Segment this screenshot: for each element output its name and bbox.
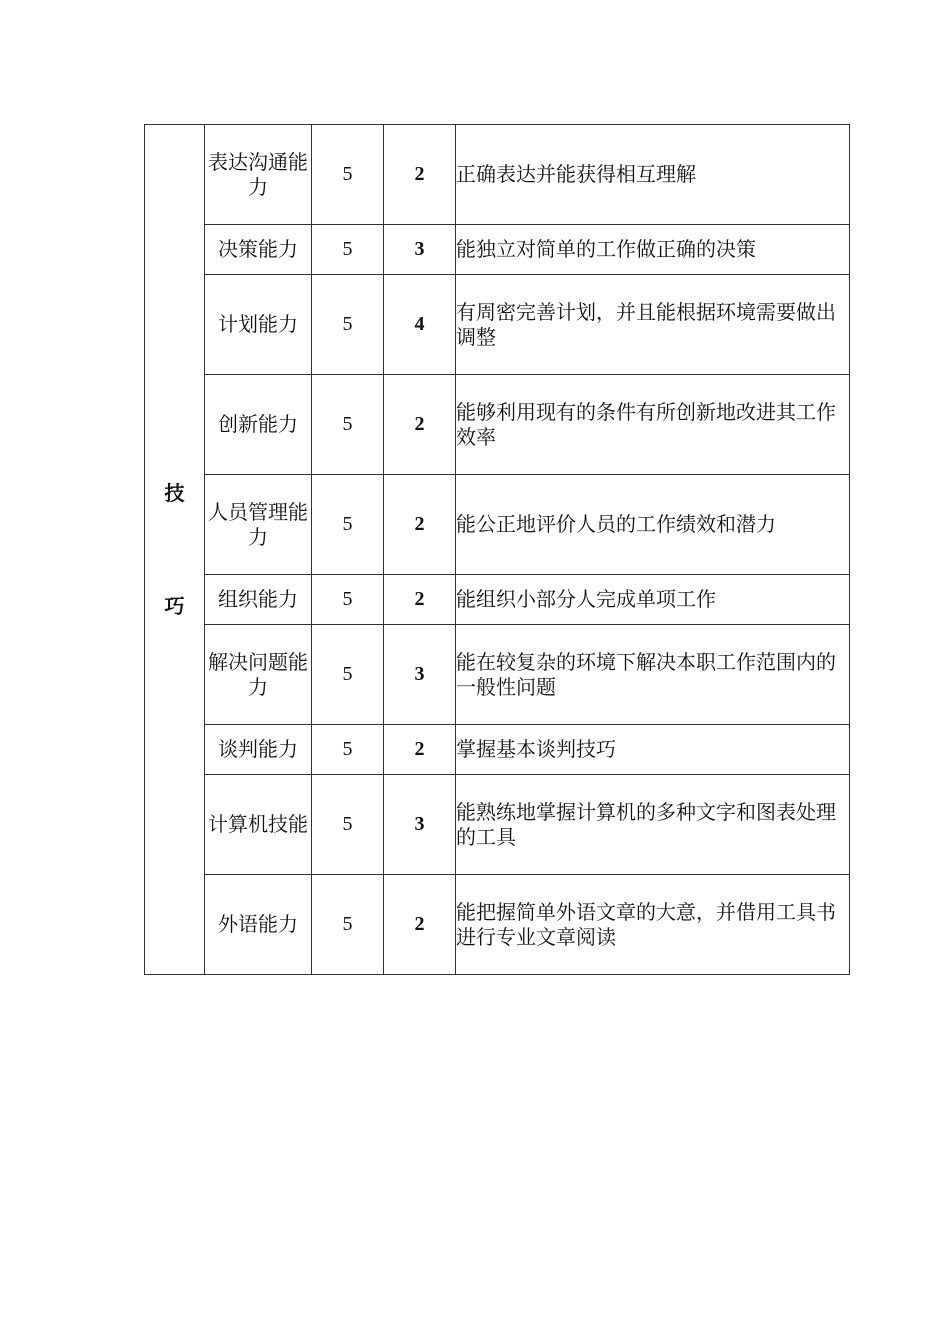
table-row bbox=[145, 125, 850, 225]
skill-name: 创新能力 bbox=[205, 375, 312, 475]
actual-score: 3 bbox=[384, 775, 456, 875]
table-row bbox=[145, 475, 850, 575]
actual-score: 2 bbox=[384, 375, 456, 475]
skill-name: 人员管理能力 bbox=[205, 475, 312, 575]
skill-description: 正确表达并能获得相互理解 bbox=[456, 125, 850, 225]
full-score: 5 bbox=[312, 225, 384, 275]
skill-name: 谈判能力 bbox=[205, 725, 312, 775]
skill-description: 能把握简单外语文章的大意，并借用工具书进行专业文章阅读 bbox=[456, 875, 850, 975]
actual-score: 2 bbox=[384, 475, 456, 575]
skill-name: 计划能力 bbox=[205, 275, 312, 375]
skill-description: 能公正地评价人员的工作绩效和潜力 bbox=[456, 475, 850, 575]
full-score: 5 bbox=[312, 125, 384, 225]
category-cell bbox=[145, 125, 205, 975]
actual-score: 2 bbox=[384, 725, 456, 775]
skill-name: 外语能力 bbox=[205, 875, 312, 975]
table-row bbox=[145, 225, 850, 275]
full-score: 5 bbox=[312, 725, 384, 775]
skill-name: 表达沟通能力 bbox=[205, 125, 312, 225]
actual-score: 2 bbox=[384, 125, 456, 225]
category-char-2: 巧 bbox=[164, 593, 185, 618]
table-row bbox=[145, 375, 850, 475]
skill-description: 掌握基本谈判技巧 bbox=[456, 725, 850, 775]
table-row bbox=[145, 575, 850, 625]
skill-description: 能组织小部分人完成单项工作 bbox=[456, 575, 850, 625]
full-score: 5 bbox=[312, 375, 384, 475]
skill-description: 有周密完善计划，并且能根据环境需要做出调整 bbox=[456, 275, 850, 375]
category-char-1: 技 bbox=[164, 480, 185, 505]
skill-name: 组织能力 bbox=[205, 575, 312, 625]
skill-name: 计算机技能 bbox=[205, 775, 312, 875]
table-row bbox=[145, 775, 850, 875]
table-row bbox=[145, 875, 850, 975]
full-score: 5 bbox=[312, 775, 384, 875]
skill-name: 解决问题能力 bbox=[205, 625, 312, 725]
table-row bbox=[145, 275, 850, 375]
skill-description: 能熟练地掌握计算机的多种文字和图表处理的工具 bbox=[456, 775, 850, 875]
full-score: 5 bbox=[312, 625, 384, 725]
table-row bbox=[145, 625, 850, 725]
full-score: 5 bbox=[312, 575, 384, 625]
full-score: 5 bbox=[312, 275, 384, 375]
actual-score: 2 bbox=[384, 575, 456, 625]
actual-score: 3 bbox=[384, 625, 456, 725]
full-score: 5 bbox=[312, 475, 384, 575]
skill-name: 决策能力 bbox=[205, 225, 312, 275]
full-score: 5 bbox=[312, 875, 384, 975]
actual-score: 2 bbox=[384, 875, 456, 975]
skills-evaluation-table bbox=[144, 124, 850, 975]
actual-score: 3 bbox=[384, 225, 456, 275]
skill-description: 能够利用现有的条件有所创新地改进其工作效率 bbox=[456, 375, 850, 475]
skill-description: 能独立对简单的工作做正确的决策 bbox=[456, 225, 850, 275]
table-row bbox=[145, 725, 850, 775]
actual-score: 4 bbox=[384, 275, 456, 375]
skill-description: 能在较复杂的环境下解决本职工作范围内的一般性问题 bbox=[456, 625, 850, 725]
